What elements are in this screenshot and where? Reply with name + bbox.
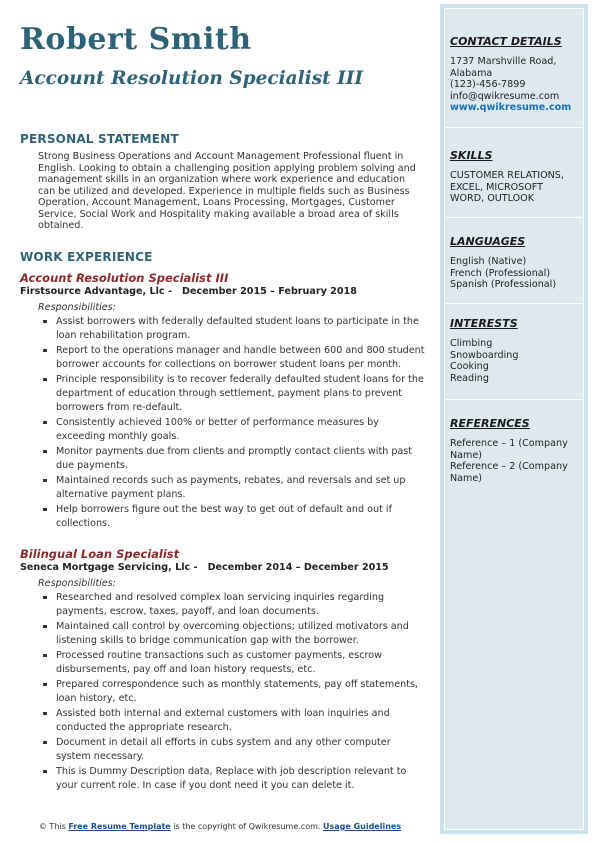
list-item: Maintained records such as payments, rebates, and reversals and set up alternative payment plans. [38, 474, 425, 502]
list-item: Processed routine transactions such as customer payments, escrow disbursements, pay off and loan history requests, etc. [38, 649, 425, 677]
interest-item: Reading [450, 372, 489, 384]
job-company: Seneca Mortgage Servicing, Llc - [20, 561, 198, 573]
references-section [450, 417, 579, 484]
sidebar-divider [445, 303, 583, 304]
job-dates: December 2014 – December 2015 [207, 561, 389, 573]
contact-website-link[interactable]: www.qwikresume.com [450, 102, 572, 114]
list-item: Assist borrowers with federally defaulted student loans to participate in the loan rehabilitation program. [38, 315, 425, 343]
candidate-name: Robert Smith [20, 22, 252, 57]
sidebar [440, 4, 588, 834]
list-item: Principle responsibility is to recover federally defaulted student loans for the department of education through settlement, payment plans to prevent borrowers from re-default. [38, 373, 425, 415]
interests-heading: INTERESTS [450, 317, 518, 330]
interest-item: Snowboarding [450, 349, 519, 361]
list-item: Assisted both internal and external customers with loan inquiries and conducted the appropriate research. [38, 707, 425, 735]
list-item: Consistently achieved 100% or better of performance measures by exceeding monthly goals. [38, 416, 425, 444]
free-resume-template-link[interactable]: Free Resume Template [68, 822, 171, 831]
reference-item: Name) [450, 449, 483, 461]
footer-prefix: © This [38, 822, 69, 831]
language-item: French (Professional) [450, 267, 551, 279]
responsibilities-label: Responsibilities: [38, 301, 116, 313]
interest-item: Climbing [450, 338, 493, 349]
sidebar-divider [445, 127, 583, 128]
skills-line: EXCEL, MICROSOFT [450, 181, 544, 193]
responsibilities-label: Responsibilities: [38, 577, 116, 589]
list-item: Researched and resolved complex loan servicing inquiries regarding payments, escrow, taxes, payoff, and loan documents. [38, 591, 425, 619]
job-title: Bilingual Loan Specialist [20, 546, 180, 561]
footer [0, 822, 440, 831]
languages-section [450, 235, 579, 291]
list-item: This is Dummy Description data, Replace with job description relevant to your current role. In case if you dont need it you can delete it. [38, 765, 425, 793]
job-entry-1 [20, 271, 425, 531]
contact-address-line1: 1737 Marshville Road, [450, 56, 557, 67]
list-item: Maintained call control by overcoming objections; utilized motivators and listening skills to bridge communication gap with the borrower. [38, 620, 425, 648]
interest-item: Cooking [450, 361, 489, 373]
job-title: Account Resolution Specialist III [20, 270, 229, 285]
sidebar-divider [445, 399, 583, 400]
list-item: Document in detail all efforts in cubs system and any other computer system necessary. [38, 736, 425, 764]
responsibilities-list [20, 315, 425, 531]
sidebar-divider [445, 217, 583, 218]
language-item: English (Native) [450, 256, 527, 267]
list-item: Help borrowers figure out the best way to get out of default and out if collections. [38, 503, 425, 531]
interests-section [450, 317, 579, 384]
sidebar-panel [444, 8, 584, 830]
candidate-title: Account Resolution Specialist III [20, 68, 364, 89]
skills-heading: SKILLS [450, 149, 493, 162]
languages-heading: LANGUAGES [450, 235, 526, 248]
contact-address-line2: Alabama [450, 67, 493, 79]
usage-guidelines-link[interactable]: Usage Guidelines [322, 822, 402, 831]
skills-line: CUSTOMER RELATIONS, [450, 170, 564, 181]
personal-statement-heading: PERSONAL STATEMENT [20, 132, 179, 146]
references-heading: REFERENCES [450, 417, 530, 430]
contact-email[interactable]: info@qwikresume.com [450, 90, 560, 102]
reference-item: Reference – 2 (Company [450, 461, 568, 473]
reference-item: Name) [450, 472, 483, 484]
job-company: Firstsource Advantage, Llc - [20, 285, 172, 297]
list-item: Prepared correspondence such as monthly statements, pay off statements, loan history, etc. [38, 678, 425, 706]
job-dates: December 2015 – February 2018 [181, 285, 357, 297]
contact-phone: (123)-456-7899 [450, 79, 526, 91]
skills-line: WORD, OUTLOOK [450, 193, 535, 205]
list-item: Monitor payments due from clients and promptly contact clients with past due payments. [38, 445, 425, 473]
contact-heading: CONTACT DETAILS [450, 35, 562, 48]
reference-item: Reference – 1 (Company [450, 438, 568, 449]
skills-section [450, 149, 579, 205]
work-experience-heading: WORK EXPERIENCE [20, 249, 153, 264]
footer-middle: is the copyright of Qwikresume.com. [170, 822, 323, 831]
language-item: Spanish (Professional) [450, 279, 557, 291]
list-item: Report to the operations manager and handle between 600 and 800 student borrower accounts for collections on borrower student loans per month. [38, 344, 425, 372]
job-company-dates [20, 286, 425, 297]
contact-section [450, 35, 579, 114]
responsibilities-list [20, 591, 425, 793]
job-company-dates [20, 562, 425, 573]
personal-statement-text: Strong Business Operations and Account Management Professional fluent in English. Looking to obtain a challenging position applying problem solving and management skills in an organization where work experience and education can be utilized and developed. Experience in multiple fields such as Business Operation, Account Management, Loans Processing, Mortgages, Customer Service, Social Work and Hospitality making available a broad area of skills obtained. [38, 151, 416, 231]
main-column [20, 132, 425, 794]
job-entry-2 [20, 547, 425, 793]
